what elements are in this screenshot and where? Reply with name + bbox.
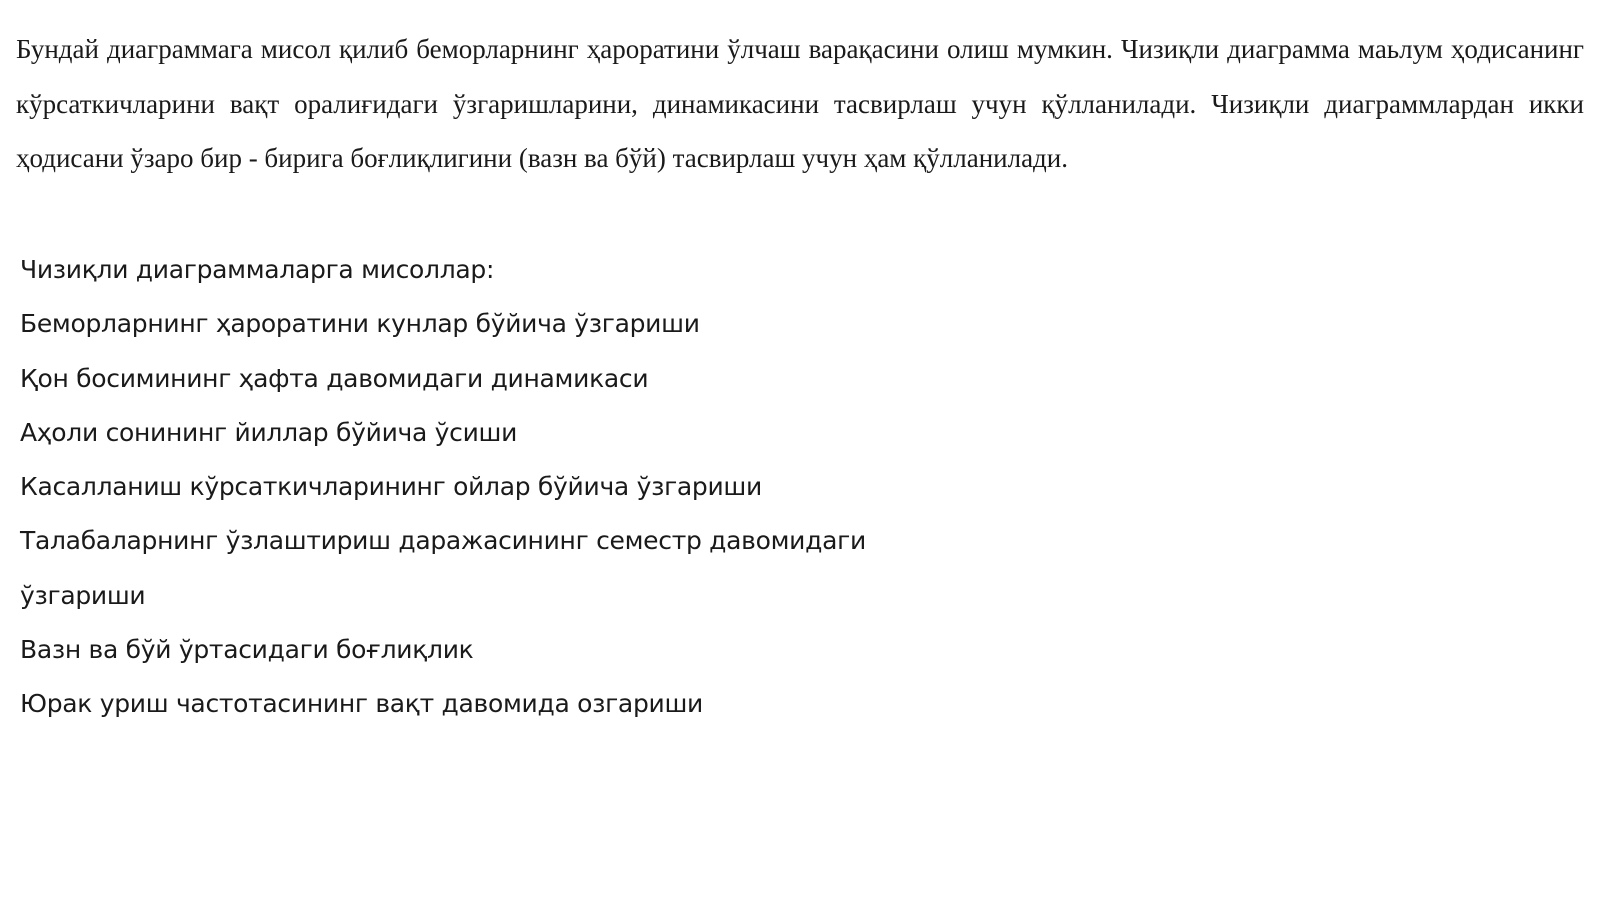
example-line-7: Юрак уриш частотасининг вақт давомида озгариши [20,689,703,719]
example-line-3: Аҳоли сонининг йиллар бўйича ўсиши [20,417,518,447]
example-line-5: Талабаларнинг ўзлаштириш даражасининг семестр давомидаги [20,526,866,556]
example-line-6: Вазн ва бўй ўртасидаги боғлиқлик [20,635,474,665]
example-line-2: Қон босимининг ҳафта давомидаги динамикаси [20,363,649,393]
example-line-5-continued: ўзгариши [20,580,146,610]
examples-heading: Чизиқли диаграммаларга мисоллар: [20,255,495,284]
intro-paragraph: Бундай диаграммага мисол қилиб беморларнинг ҳароратини ўлчаш варақасини олиш мумкин. Чизиқли диаграмма маьлум ҳодисанинг кўрсаткичларини вақт оралиғидаги ўзгаришларини, динамикасини тасвирлаш учун қўлланилади. Чизиқли диаграммлардан икки ҳодисани ўзаро бир - бирига боғлиқлигини (вазн ва бўй) тасвирлаш учун ҳам қўлланилади. [16,34,1584,173]
examples-list [20,250,920,739]
example-line-4: Касалланиш кўрсаткичларининг ойлар бўйича ўзгариши [20,472,762,502]
example-line-1: Беморларнинг ҳароратини кунлар бўйича ўзгариши [20,309,700,339]
